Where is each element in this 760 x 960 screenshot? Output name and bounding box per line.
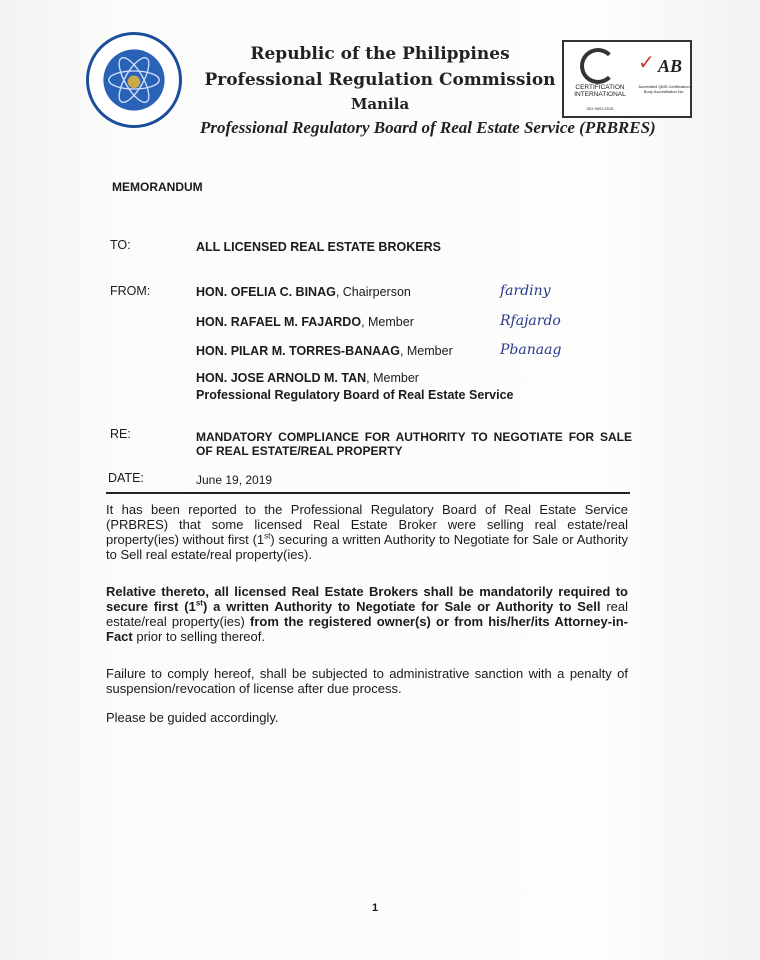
from-member bbox=[196, 371, 419, 385]
member-name: HON. JOSE ARNOLD M. TAN bbox=[196, 371, 367, 385]
signature-banaag: Pbanaag bbox=[500, 342, 562, 358]
member-role: , Member bbox=[361, 315, 414, 329]
header-republic: Republic of the Philippines bbox=[250, 44, 510, 64]
paragraph-3: Failure to comply hereof, shall be subjected to administrative sanction with a penalty of suspension/revocation of license after due process. bbox=[106, 666, 628, 696]
member-role: , Member bbox=[366, 371, 419, 385]
from-member bbox=[196, 344, 453, 358]
signature-fajardo: Rfajardo bbox=[500, 313, 561, 329]
member-role: , Member bbox=[399, 344, 453, 358]
re-label: RE: bbox=[110, 427, 131, 441]
header-city: Manila bbox=[350, 95, 410, 113]
cert-accredited: Accredited QMS Certification Body Accreditation No. bbox=[638, 84, 690, 94]
certification-ring-icon bbox=[580, 48, 616, 84]
to-label: TO: bbox=[110, 238, 131, 252]
from-board: Professional Regulatory Board of Real Estate Service bbox=[196, 388, 514, 402]
paragraph-2: Relative thereto, all licensed Real Estate Brokers shall be mandatorily required to secure first (1st) a written Authority to Negotiate for Sale or Authority to Sell real estate/real property(ies) from the registered owner(s) or from his/her/its Attorney-in-Fact prior to selling thereof. bbox=[106, 584, 629, 644]
cert-name: CERTIFICATION INTERNATIONAL bbox=[574, 84, 626, 98]
from-member bbox=[196, 285, 411, 299]
header-commission: Professional Regulation Commission bbox=[204, 70, 556, 90]
paragraph-1: It has been reported to the Professional Regulatory Board of Real Estate Service (PRBRES) that some licensed Real Estate Broker were selling real estate/real property(ies) without first (1st) securing a written Authority to Negotiate for Sale or Authority to Sell real estate/real property(ies). bbox=[106, 502, 629, 562]
paragraph-4: Please be guided accordingly. bbox=[106, 710, 279, 725]
date-value: June 19, 2019 bbox=[196, 473, 273, 487]
cert-iso: ISO 9001:2015 bbox=[586, 106, 614, 111]
to-value: ALL LICENSED REAL ESTATE BROKERS bbox=[196, 240, 441, 254]
page-number: 1 bbox=[372, 902, 379, 914]
member-name: HON. PILAR M. TORRES-BANAAG bbox=[196, 344, 400, 358]
member-name: HON. OFELIA C. BINAG bbox=[196, 285, 336, 299]
certification-logo bbox=[562, 40, 692, 118]
header-board: Professional Regulatory Board of Real Estate Service (PRBRES) bbox=[200, 118, 656, 137]
member-role: , Chairperson bbox=[335, 285, 411, 299]
prc-seal-logo bbox=[86, 32, 182, 128]
re-value: MANDATORY COMPLIANCE FOR AUTHORITY TO NEGOTIATE FOR SALE OF REAL ESTATE/REAL PROPERTY bbox=[196, 430, 632, 458]
date-label: DATE: bbox=[108, 471, 144, 485]
from-label: FROM: bbox=[110, 284, 151, 298]
from-member bbox=[196, 315, 414, 329]
signature-binag: fardiny bbox=[500, 283, 551, 299]
divider bbox=[106, 492, 630, 494]
check-mark-icon: ✓ bbox=[638, 52, 655, 74]
cert-ab: AB bbox=[658, 56, 683, 76]
member-name: HON. RAFAEL M. FAJARDO bbox=[196, 315, 362, 329]
memo-type: MEMORANDUM bbox=[112, 180, 203, 194]
